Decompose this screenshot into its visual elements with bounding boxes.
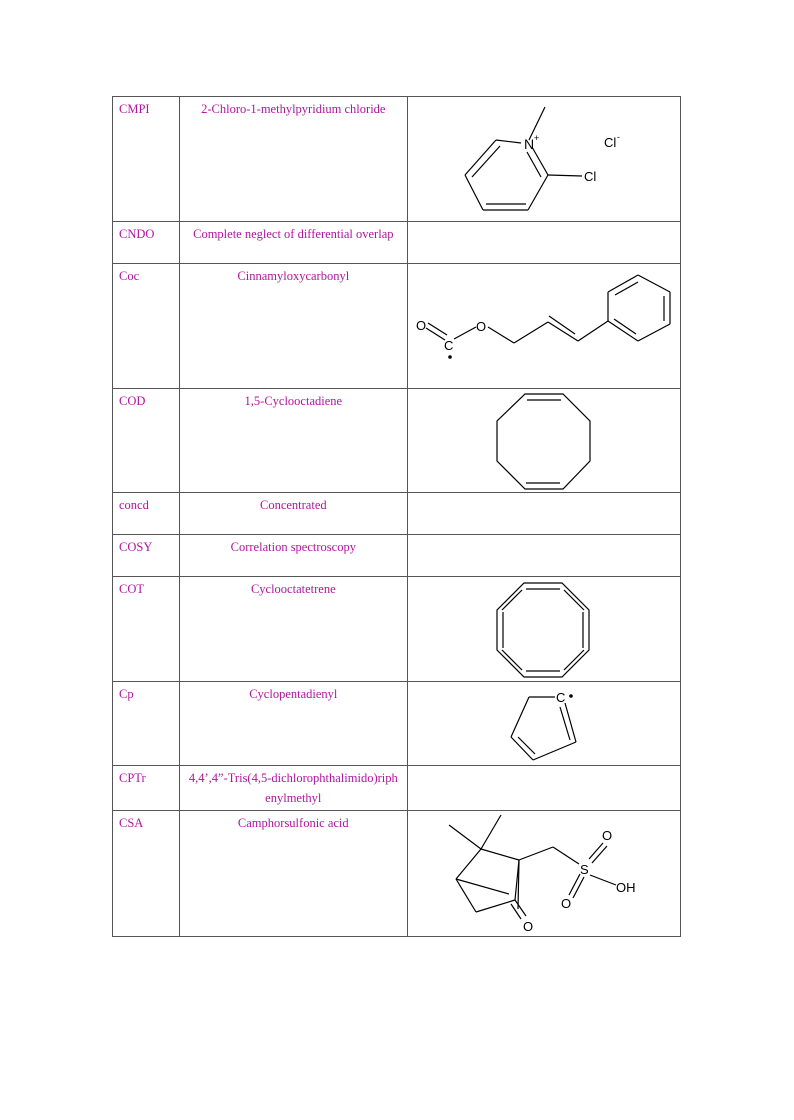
full-name-cell: 4,4’,4”-Tris(4,5-dichlorophthalimido)riphenylmethyl — [180, 766, 407, 811]
table-row — [113, 389, 681, 493]
structure-cell — [407, 264, 681, 389]
structure-cell — [407, 682, 681, 766]
carbon-label: C — [443, 338, 453, 353]
csa-structure — [408, 811, 680, 937]
full-name-cell: Cinnamyloxycarbonyl — [180, 264, 407, 389]
sulfur-label: S — [579, 862, 589, 877]
full-name-cell: 2-Chloro-1-methylpyridium chloride — [180, 97, 407, 222]
structure-cell — [407, 811, 681, 937]
table-row — [113, 766, 681, 811]
full-name-cell: Camphorsulfonic acid — [180, 811, 407, 937]
ketone-oxygen-label: O — [522, 919, 533, 934]
structure-cell — [407, 97, 681, 222]
table-row — [113, 264, 681, 389]
abbreviation-cell: concd — [113, 493, 180, 535]
abbreviation-cell: CPTr — [113, 766, 180, 811]
table-row — [113, 811, 681, 937]
sulfonyl-oxygen-top: O — [601, 828, 612, 843]
table-row — [113, 97, 681, 222]
table-row — [113, 577, 681, 682]
abbreviation-cell: CNDO — [113, 222, 180, 264]
oxygen-ester-label: O — [475, 319, 486, 334]
table-row — [113, 222, 681, 264]
sulfonyl-oxygen-bottom: O — [560, 896, 571, 911]
structure-cell — [407, 535, 681, 577]
structure-cell — [407, 577, 681, 682]
cot-structure — [408, 577, 680, 682]
structure-cell — [407, 389, 681, 493]
nitrogen-label: N — [523, 136, 534, 152]
structure-cell — [407, 766, 681, 811]
radical-dot — [569, 694, 573, 698]
full-name-cell: Correlation spectroscopy — [180, 535, 407, 577]
carbon-label: C — [555, 690, 565, 705]
abbreviation-cell: COSY — [113, 535, 180, 577]
oxygen-carbonyl-label: O — [415, 318, 426, 333]
full-name-cell: Concentrated — [180, 493, 407, 535]
abbreviation-cell: CMPI — [113, 97, 180, 222]
hydroxyl-label: OH — [615, 880, 635, 895]
structure-cell — [407, 493, 681, 535]
structure-cell — [407, 222, 681, 264]
chloride-ion-label: Cl — [603, 135, 616, 150]
table-row — [113, 493, 681, 535]
radical-dot — [448, 355, 452, 359]
full-name-cell: Cyclopentadienyl — [180, 682, 407, 766]
full-name-cell: Cyclooctatetrene — [180, 577, 407, 682]
coc-structure — [408, 264, 680, 389]
abbreviation-cell: CSA — [113, 811, 180, 937]
cmpi-structure — [408, 97, 680, 222]
table-row — [113, 682, 681, 766]
abbreviation-cell: COT — [113, 577, 180, 682]
abbreviation-table — [112, 96, 681, 937]
chloride-ion-charge: - — [616, 132, 620, 142]
full-name-cell: 1,5-Cyclooctadiene — [180, 389, 407, 493]
cp-structure — [408, 682, 680, 766]
cod-structure — [408, 389, 680, 493]
abbreviation-cell: Cp — [113, 682, 180, 766]
table-row — [113, 535, 681, 577]
abbreviation-cell: Coc — [113, 264, 180, 389]
abbreviation-cell: COD — [113, 389, 180, 493]
nitrogen-charge: + — [533, 133, 539, 143]
chlorine-label: Cl — [583, 169, 596, 184]
full-name-cell: Complete neglect of differential overlap — [180, 222, 407, 264]
